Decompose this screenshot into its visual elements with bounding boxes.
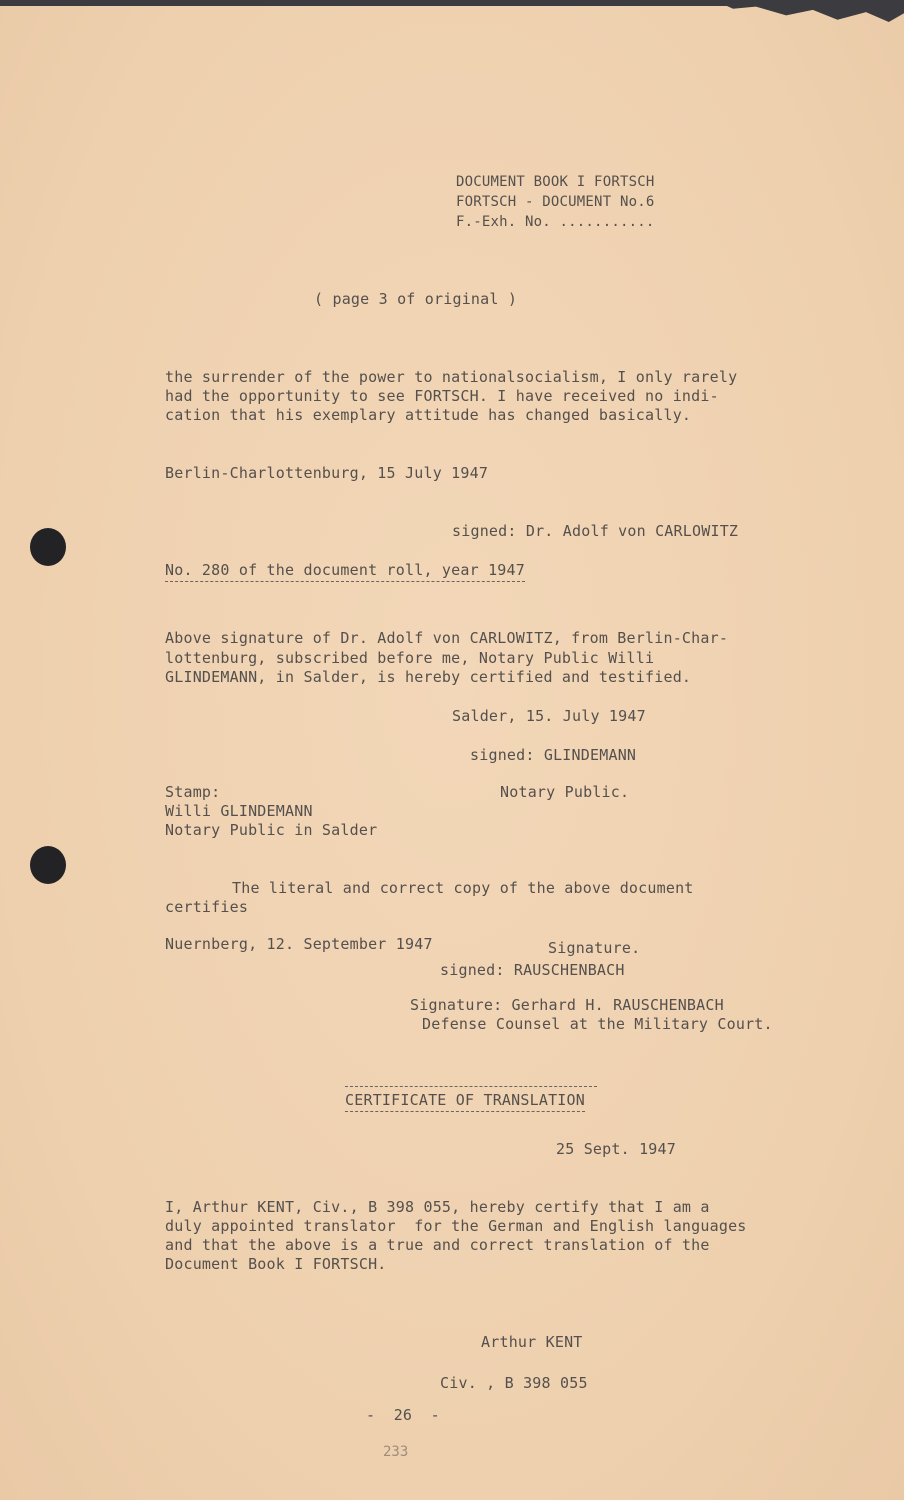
torn-corner [714,0,904,22]
page-reference: ( page 3 of original ) [314,290,518,308]
paragraph-line: Above signature of Dr. Adolf von CARLOWITZ, from Berlin-Char- [165,629,729,647]
paragraph-line: the surrender of the power to nationalsocialism, I only rarely [165,368,738,386]
stamp-title: Notary Public in Salder [165,821,378,839]
signed-rauschenbach: signed: RAUSCHENBACH [440,961,625,979]
certificate-line: Document Book I FORTSCH. [165,1255,387,1273]
signature-label: Signature. [548,939,641,957]
place-date: Berlin-Charlottenburg, 15 July 1947 [165,464,489,482]
divider [345,1086,597,1087]
punch-hole [30,528,66,566]
punch-hole [30,846,66,884]
certificate-line: I, Arthur KENT, Civ., B 398 055, hereby certify that I am a [165,1198,710,1216]
stamp-number: 233 [383,1444,409,1460]
salder-date: Salder, 15. July 1947 [452,707,646,725]
certificate-title: CERTIFICATE OF TRANSLATION [345,1091,585,1112]
stamp-name: Willi GLINDEMANN [165,802,313,820]
stamp-label: Stamp: [165,783,221,801]
page-number: - 26 - [366,1406,440,1424]
certificate-line: and that the above is a true and correct translation of the [165,1236,710,1254]
paragraph-line: had the opportunity to see FORTSCH. I have received no indi- [165,387,719,405]
paragraph-line: GLINDEMANN, in Salder, is hereby certified and testified. [165,668,692,686]
translator-name: Arthur KENT [481,1333,583,1351]
document-roll: No. 280 of the document roll, year 1947 [165,561,525,582]
nuernberg-date: Nuernberg, 12. September 1947 [165,935,433,953]
signature-rauschenbach: Signature: Gerhard H. RAUSCHENBACH [410,996,724,1014]
paragraph-line: lottenburg, subscribed before me, Notary Public Willi [165,649,655,667]
signed-carlowitz: signed: Dr. Adolf von CARLOWITZ [452,522,739,540]
certificate-date: 25 Sept. 1947 [556,1140,676,1158]
literal-copy-line: certifies [165,898,249,916]
certificate-line: duly appointed translator for the German and English languages [165,1217,747,1235]
header-book-title: DOCUMENT BOOK I FORTSCH [456,174,655,190]
literal-copy-line: The literal and correct copy of the above document [232,879,694,897]
signed-glindemann: signed: GLINDEMANN [470,746,637,764]
notary-public: Notary Public. [500,783,630,801]
header-exhibit-no: F.-Exh. No. ........... [456,214,655,230]
defense-counsel: Defense Counsel at the Military Court. [422,1015,773,1033]
translator-id: Civ. , B 398 055 [440,1374,588,1392]
header-document-no: FORTSCH - DOCUMENT No.6 [456,194,655,210]
paragraph-line: cation that his exemplary attitude has changed basically. [165,406,692,424]
